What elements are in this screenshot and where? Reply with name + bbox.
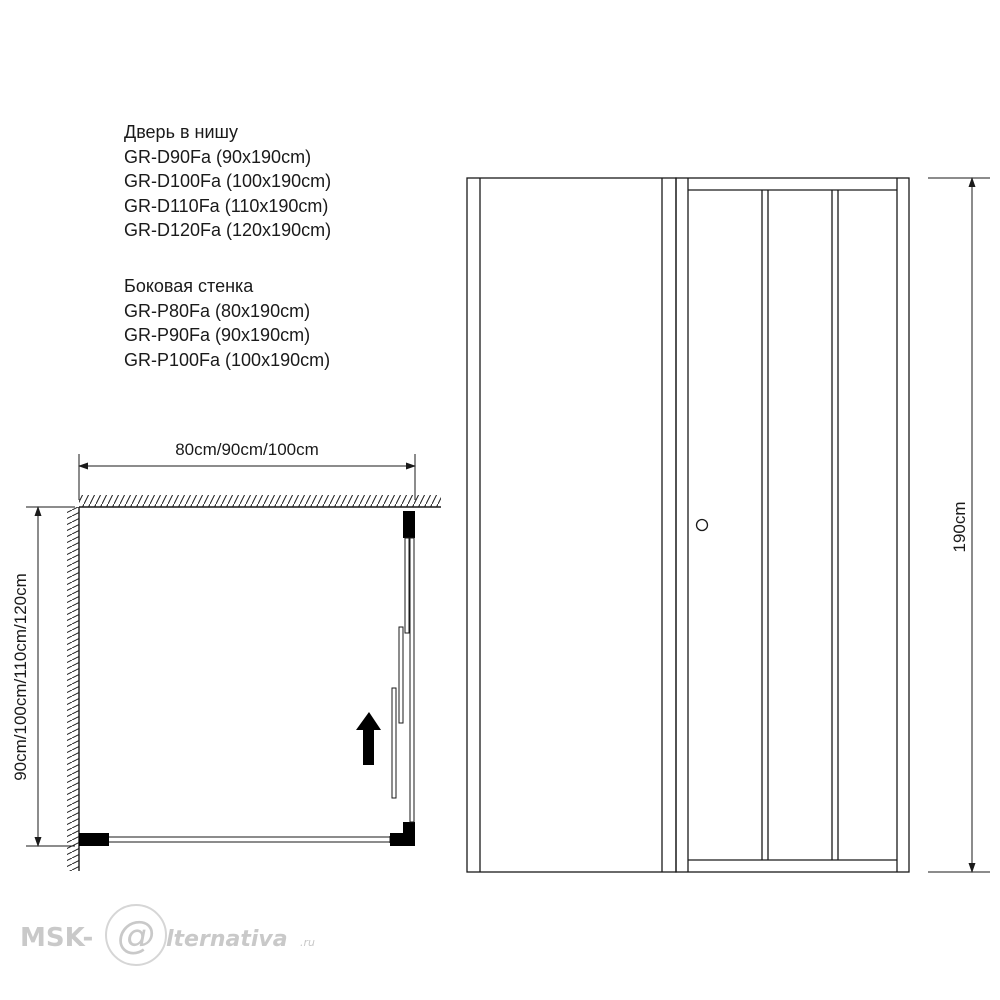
corner-post [390, 822, 415, 846]
watermark-tld: .ru [300, 936, 315, 949]
door-frame-elevation [676, 178, 909, 872]
width-dimension [79, 440, 415, 500]
depth-dimension [11, 507, 75, 846]
watermark-suffix: lternativa [166, 927, 288, 952]
top-wall [79, 495, 441, 507]
height-label: 190cm [950, 501, 969, 553]
watermark-at: @ [117, 913, 155, 957]
sliding-door-panels-plan [392, 538, 414, 822]
panel-spec-item: GR-P80Fa (80x190cm) [124, 300, 311, 321]
door-spec-item: GR-D100Fa (100x190cm) [124, 171, 332, 192]
door-spec-item: GR-D120Fa (120x190cm) [124, 220, 332, 241]
panel-spec-title: Боковая стенка [124, 276, 254, 296]
panel-spec-item: GR-P90Fa (90x190cm) [124, 325, 311, 346]
watermark-prefix: MSK- [20, 923, 94, 953]
side-panel-plan [79, 833, 390, 846]
door-spec-item: GR-D90Fa (90x190cm) [124, 146, 312, 167]
height-dimension [928, 178, 990, 872]
panel-spec-item: GR-P100Fa (100x190cm) [124, 349, 331, 370]
opening-direction-arrow [356, 712, 381, 765]
door-spec-title: Дверь в нишу [124, 122, 238, 142]
door-spec-item: GR-D110Fa (110x190cm) [124, 195, 329, 216]
watermark-logo [20, 905, 315, 965]
door-profile-top [403, 511, 415, 538]
depth-label: 90cm/100cm/110cm/120cm [11, 573, 30, 781]
width-label: 80cm/90cm/100cm [175, 440, 319, 459]
front-elevation [467, 178, 990, 872]
left-wall [67, 507, 79, 871]
side-panel-elevation [467, 178, 676, 872]
door-handle [697, 520, 708, 531]
sliding-door-leaves [762, 190, 838, 860]
plan-view [11, 440, 441, 871]
